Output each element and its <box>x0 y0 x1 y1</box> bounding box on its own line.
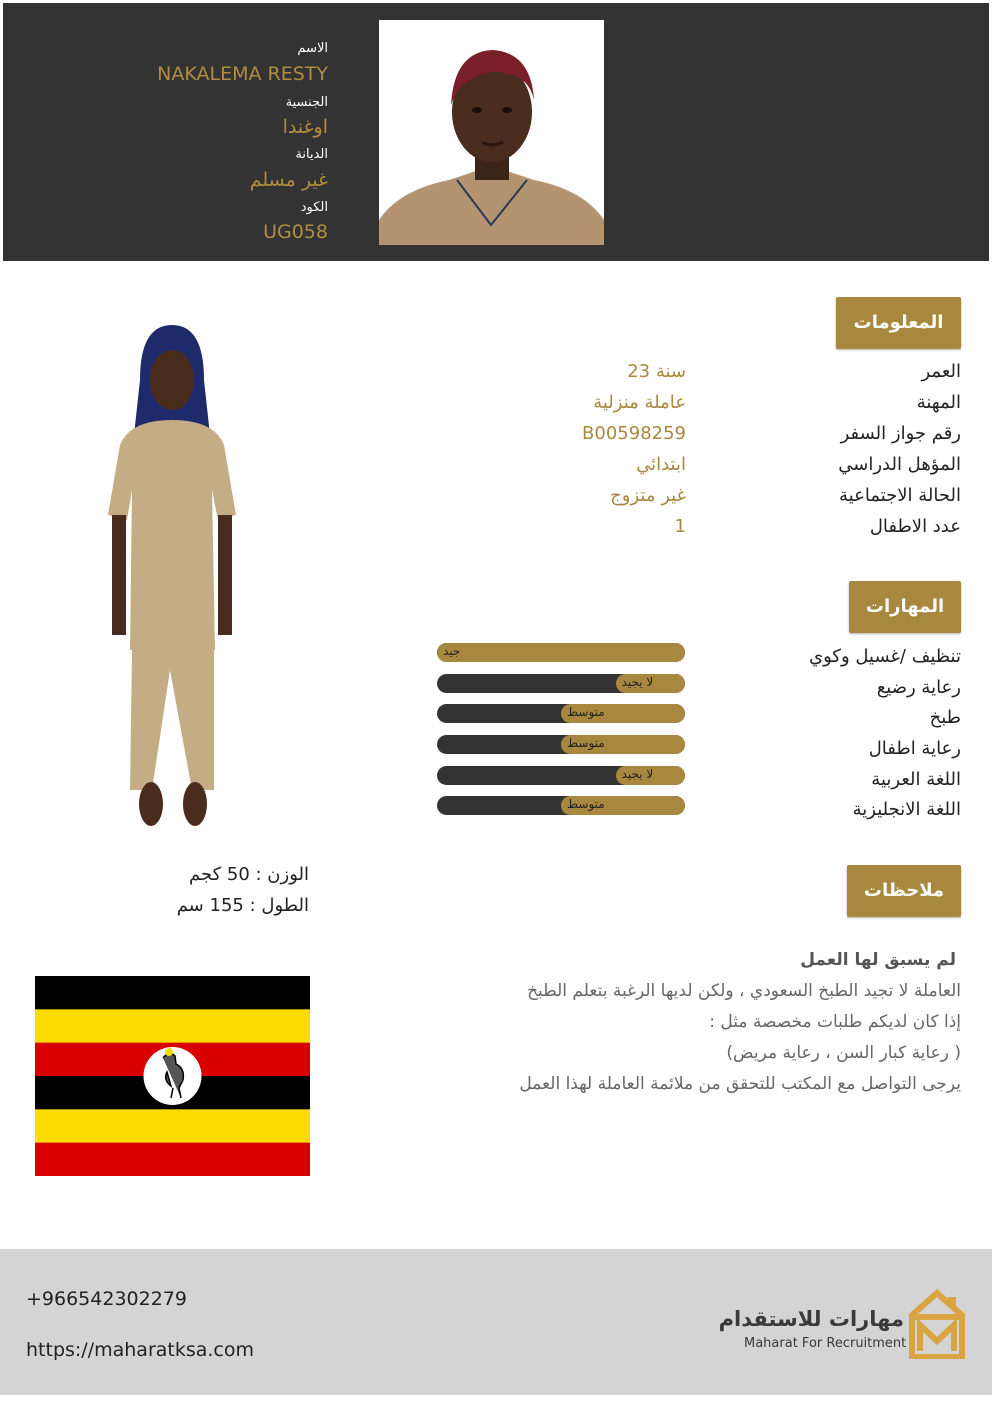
info-label: الحالة الاجتماعية <box>839 485 961 506</box>
flag-stripe <box>35 1143 310 1176</box>
skill-level-bar <box>437 735 685 754</box>
skill-level-bar <box>437 796 685 815</box>
note-line-4: ( رعاية كبار السن ، رعاية مريض) <box>726 1043 961 1063</box>
website-link[interactable]: https://maharatksa.com <box>26 1339 255 1361</box>
logo-house-icon <box>906 1289 968 1359</box>
height-text: الطول : 155 سم <box>176 895 309 916</box>
portrait-photo <box>379 20 604 245</box>
note-line-5: يرجى التواصل مع المكتب للتحقق من ملائمة العاملة لهذا العمل <box>519 1074 961 1094</box>
weight-text: الوزن : 50 كجم <box>189 864 309 885</box>
logo-english-text: Maharat For Recruitment <box>744 1336 907 1351</box>
skill-label: طبخ <box>929 707 961 728</box>
info-label: عدد الاطفال <box>869 516 961 537</box>
phone-number: +966542302279 <box>26 1288 187 1310</box>
logo-arabic-text: مهارات للاستقدام <box>718 1307 904 1331</box>
skill-level-text: متوسط <box>567 705 605 719</box>
crane-crest-icon <box>165 1048 173 1056</box>
info-section-title: المعلومات <box>836 297 961 349</box>
info-label: المؤهل الدراسي <box>838 454 961 475</box>
full-body-photo <box>100 320 245 830</box>
name-value: NAKALEMA RESTY <box>157 63 328 85</box>
info-label: العمر <box>921 361 961 382</box>
religion-value: غير مسلم <box>249 169 328 191</box>
skill-level-text: متوسط <box>567 797 605 811</box>
skill-label: اللغة الانجليزية <box>852 799 961 820</box>
info-value: 23 سنة <box>627 361 686 382</box>
skill-label: اللغة العربية <box>871 769 961 790</box>
skill-level-bar <box>437 643 685 662</box>
flag-stripe <box>35 1109 310 1143</box>
note-line-2: العاملة لا تجيد الطبخ السعودي ، ولكن لديها الرغبة بتعلم الطبخ <box>527 981 961 1001</box>
skill-label: تنظيف /غسيل وكوي <box>809 646 961 667</box>
code-value: UG058 <box>263 221 328 243</box>
skill-level-text: لا يجيد <box>621 767 654 781</box>
skills-section-title: المهارات <box>849 581 961 633</box>
skill-level-text: متوسط <box>567 736 605 750</box>
skill-level-bar <box>437 674 685 693</box>
name-label: الاسم <box>297 41 328 56</box>
country-flag <box>35 976 310 1176</box>
info-value: B00598259 <box>582 423 686 444</box>
info-value: ابتدائي <box>636 454 686 475</box>
info-value: 1 <box>674 516 686 537</box>
skill-label: رعاية رضيع <box>876 677 961 698</box>
nationality-label: الجنسية <box>285 95 328 110</box>
skill-level-bar <box>437 766 685 785</box>
flag-stripe <box>35 1009 310 1043</box>
info-value: غير متزوج <box>610 485 686 506</box>
note-line-1: لم يسبق لها العمل <box>800 950 956 970</box>
flag-stripe <box>35 976 310 1010</box>
info-value: عاملة منزلية <box>593 392 686 413</box>
info-label: المهنة <box>916 392 961 413</box>
skill-level-fill <box>437 643 685 662</box>
page-footer <box>0 1249 992 1395</box>
nationality-value: اوغندا <box>282 116 328 138</box>
religion-label: الديانة <box>295 147 328 162</box>
notes-section-title: ملاحظات <box>847 865 961 917</box>
skill-level-text: جيد <box>443 644 461 658</box>
info-label: رقم جواز السفر <box>840 423 961 444</box>
company-logo <box>718 1289 969 1359</box>
note-line-3: إذا كان لديكم طلبات مخصصة مثل : <box>709 1012 961 1032</box>
skill-level-bar <box>437 704 685 723</box>
skill-level-text: لا يجيد <box>621 675 654 689</box>
skill-label: رعاية اطفال <box>868 738 961 759</box>
code-label: الكود <box>300 200 328 215</box>
